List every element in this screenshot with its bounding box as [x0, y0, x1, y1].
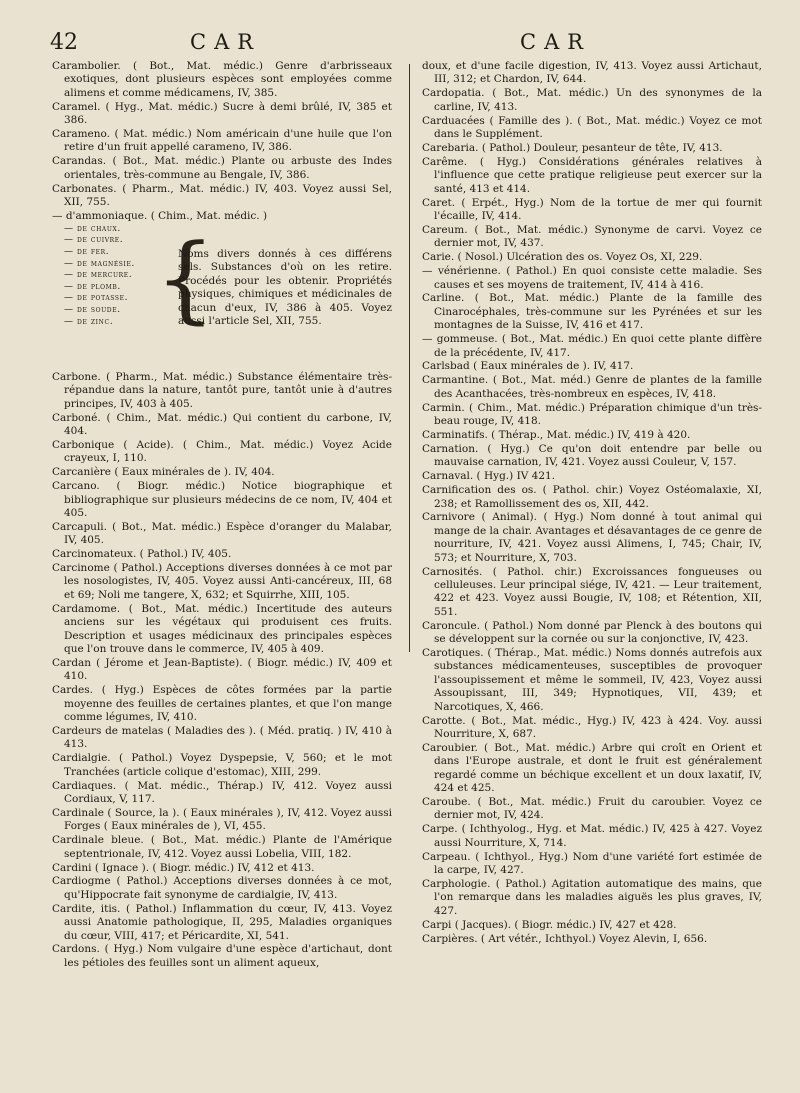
salt-group-item: — de potasse.	[64, 293, 129, 304]
dictionary-entry: — gommeuse. ( Bot., Mat. médic.) En quoi cette plante diffère de la précédente, IV, 417.	[422, 333, 762, 359]
dictionary-entry: Carcinomateux. ( Pathol.) IV, 405.	[52, 548, 232, 561]
dictionary-entry: Carboné. ( Chim., Mat. médic.) Qui contient du carbone, IV, 404.	[52, 411, 392, 437]
running-head-left: CAR	[190, 30, 262, 54]
dictionary-entry: Carambolier. ( Bot., Mat. médic.) Genre d'arbrisseaux exotiques, dont plusieurs espèces sont employées comme alimens et comme médicamens, IV, 385.	[52, 60, 392, 99]
dictionary-entry: Carandas. ( Bot., Mat. médic.) Plante ou arbuste des Indes orientales, très-commune au Bengale, IV, 386.	[52, 155, 392, 181]
dictionary-entry: Cardinale ( Source, la ). ( Eaux minérales ), IV, 412. Voyez aussi Forges ( Eaux minérales de ), VI, 455.	[52, 806, 392, 833]
salt-group-item: — de plomb.	[64, 281, 121, 292]
dictionary-entry: Carbone. ( Pharm., Mat. médic.) Substance élémentaire très-répandue dans la nature, tantôt pure, tantôt unie à d'autres principes, IV, 403 à 405.	[52, 370, 392, 410]
dictionary-entry: Carmin. ( Chim., Mat. médic.) Préparation chimique d'un très-beau rouge, IV, 418.	[422, 401, 762, 428]
dictionary-entry: Carnification des os. ( Pathol. chir.) Voyez Ostéomalaxie, XI, 238; et Ramollissement des os, XII, 442.	[422, 484, 762, 510]
dictionary-entry: Carcapuli. ( Bot., Mat. médic.) Espèce d'oranger du Malabar, IV, 405.	[52, 520, 392, 547]
dictionary-entry: Cardinale bleue. ( Bot., Mat. médic.) Plante de l'Amérique septentrionale, IV, 412. Voyez aussi Lobelia, VIII, 182.	[52, 834, 392, 860]
dictionary-entry: Carotiques. ( Thérap., Mat. médic.) Noms donnés autrefois aux substances médicamenteuses, susceptibles de provoquer l'assoupissement et même le sommeil, IV, 423, Voyez aussi Assoupissant, III, 349; Hypnotiques, VII, 439; et Narcotiques, X, 466.	[422, 646, 762, 713]
dictionary-entry: Carbonates. ( Pharm., Mat. médic.) IV, 403. Voyez aussi Sel, XII, 755.	[52, 182, 392, 209]
salt-group	[52, 224, 392, 370]
dictionary-entry: Carpières. ( Art vétér., Ichthyol.) Voyez Alevin, I, 656.	[422, 932, 708, 945]
dictionary-entry: Cardes. ( Hyg.) Espèces de côtes formées par la partie moyenne des feuilles de certaines plantes, et que l'on mange comme légumes, IV, 410.	[52, 684, 392, 724]
dictionary-entry: Carcano. ( Biogr. médic.) Notice biographique et bibliographique sur plusieurs médecins de ce nom, IV, 404 et 405.	[52, 480, 392, 519]
dictionary-entry: Carpeau. ( Ichthyol., Hyg.) Nom d'une variété fort estimée de la carpe, IV, 427.	[422, 850, 762, 876]
dictionary-entry: Caroube. ( Bot., Mat. médic.) Fruit du caroubier. Voyez ce dernier mot, IV, 424.	[422, 795, 762, 822]
group-first-entry: — d'ammoniaque. ( Chim., Mat. médic. )	[52, 209, 268, 222]
dictionary-entry: Cardamome. ( Bot., Mat. médic.) Incertitude des auteurs anciens sur les végétaux qui produisent ces fruits. Description et usages médicinaux des principales espèces que l'on trouve dans le commerce, IV, 405 à 409.	[52, 602, 392, 655]
dictionary-entry: Caroubier. ( Bot., Mat. médic.) Arbre qui croît en Orient et dans l'Europe australe, et dont le fruit est généralement regardé comme un béchique excellent et un doux laxatif, IV, 424 et 425.	[422, 741, 762, 795]
column-divider	[409, 64, 410, 652]
dictionary-entry: Carpe. ( Ichthyolog., Hyg. et Mat. médic.) IV, 425 à 427. Voyez aussi Nourriture, X, 714.	[422, 823, 762, 849]
right-column	[422, 60, 762, 946]
salt-group-text: Noms divers donnés à ces différens sels. Substances d'où on les retire. Procédés pour les obtenir. Propriétés physiques, chimiques et médicinales de chacun d'eux, IV, 386 à 405. Voyez aussi l'article Sel, XII, 755.	[178, 247, 392, 327]
page-number: 42	[50, 30, 78, 55]
salt-group-item: — de soude.	[64, 305, 121, 316]
dictionary-entry: Cardite, itis. ( Pathol.) Inflammation du cœur, IV, 413. Voyez aussi Anatomie pathologique, II, 295, Maladies organiques du cœur, VIII, 417; et Péricardite, XI, 541.	[52, 902, 392, 942]
salt-group-item: — de fer.	[64, 247, 110, 258]
dictionary-entry: Carnaval. ( Hyg.) IV 421.	[422, 470, 556, 483]
dictionary-entry: Cardialgie. ( Pathol.) Voyez Dyspepsie, V, 560; et le mot Tranchées (article colique d'estomac), XIII, 299.	[52, 752, 392, 778]
dictionary-entry: Cardiogme ( Pathol.) Acceptions diverses données à ce mot, qu'Hippocrate fait synonyme de cardialgie, IV, 413.	[52, 875, 392, 901]
dictionary-entry: Carême. ( Hyg.) Considérations générales relatives à l'influence que cette pratique religieuse peut exercer sur la santé, 413 et 414.	[422, 155, 762, 195]
dictionary-entry: Carpi ( Jacques). ( Biogr. médic.) IV, 427 et 428.	[422, 918, 677, 931]
salt-group-item: — de cuivre.	[64, 235, 124, 246]
salt-group-item: — de chaux.	[64, 223, 121, 234]
salt-group-items	[64, 224, 135, 328]
dictionary-entry: Carnivore ( Animal). ( Hyg.) Nom donné à tout animal qui mange de la chair. Avantages et désavantages de ce genre de nourriture, IV, 421. Voyez aussi Alimens, I, 745; Chair, IV, 573; et Nourriture, X, 703.	[422, 511, 762, 564]
dictionary-entry: Careum. ( Bot., Mat. médic.) Synonyme de carvi. Voyez ce dernier mot, IV, 437.	[422, 223, 762, 250]
running-head-right: CAR	[520, 30, 592, 54]
dictionary-entry: Caramel. ( Hyg., Mat. médic.) Sucre à demi brûlé, IV, 385 et 386.	[52, 100, 392, 127]
salt-group-item: — de mercure.	[64, 270, 133, 281]
dictionary-entry: Carbonique ( Acide). ( Chim., Mat. médic.) Voyez Acide crayeux, I, 110.	[52, 438, 392, 465]
page-header	[0, 30, 800, 60]
dictionary-entry: Carie. ( Nosol.) Ulcération des os. Voyez Os, XI, 229.	[422, 251, 703, 264]
dictionary-entry: Cardini ( Ignace ). ( Biogr. médic.) IV, 412 et 413.	[52, 861, 315, 874]
dictionary-entry: Cardeurs de matelas ( Maladies des ). ( Méd. pratiq. ) IV, 410 à 413.	[52, 724, 392, 751]
dictionary-entry: doux, et d'une facile digestion, IV, 413. Voyez aussi Artichaut, III, 312; et Chardon, IV, 644.	[422, 60, 762, 86]
dictionary-entry: Caroncule. ( Pathol.) Nom donné par Plenck à des boutons qui se développent sur la cornée ou sur la conjonctive, IV, 423.	[422, 619, 762, 646]
salt-group-item: — de magnésie.	[64, 258, 135, 269]
dictionary-entry: Carcinome ( Pathol.) Acceptions diverses données à ce mot par les nosologistes, IV, 405. Voyez aussi Anti-cancéreux, III, 68 et 69; Noli me tangere, X, 632; et Squirrhe, XIII, 105.	[52, 562, 392, 601]
dictionary-entry: Carotte. ( Bot., Mat. médic., Hyg.) IV, 423 à 424. Voy. aussi Nourriture, X, 687.	[422, 714, 762, 740]
dictionary-entry: Carminatifs. ( Thérap., Mat. médic.) IV, 419 à 420.	[422, 428, 691, 441]
dictionary-entry: Carphologie. ( Pathol.) Agitation automatique des mains, que l'on remarque dans les maladies aiguës les plus graves, IV, 427.	[422, 877, 762, 917]
dictionary-entry: Carnation. ( Hyg.) Ce qu'on doit entendre par belle ou mauvaise carnation, IV, 421. Voyez aussi Couleur, V, 157.	[422, 442, 762, 469]
dictionary-entry: — vénérienne. ( Pathol.) En quoi consiste cette maladie. Ses causes et ses moyens de traitement, IV, 414 à 416.	[422, 265, 762, 291]
salt-group-item: — de zinc.	[64, 316, 114, 327]
dictionary-entry: Carebaria. ( Pathol.) Douleur, pesanteur de tête, IV, 413.	[422, 141, 723, 154]
dictionary-entry: Carduacées ( Famille des ). ( Bot., Mat. médic.) Voyez ce mot dans le Supplément.	[422, 114, 762, 141]
brace-icon: {	[155, 223, 216, 334]
dictionary-entry: Cardons. ( Hyg.) Nom vulgaire d'une espèce d'artichaut, dont les pétioles des feuilles sont un aliment aqueux,	[52, 943, 392, 969]
dictionary-entry: Caret. ( Erpét., Hyg.) Nom de la tortue de mer qui fournit l'écaille, IV, 414.	[422, 196, 762, 222]
dictionary-entry: Carnosités. ( Pathol. chir.) Excroissances fongueuses ou celluleuses. Leur principal siége, IV, 421. — Leur traitement, 422 et 423. Voyez aussi Bougie, IV, 108; et Rétention, XII, 551.	[422, 565, 762, 618]
left-column	[52, 60, 392, 971]
dictionary-entry: Carameno. ( Mat. médic.) Nom américain d'une huile que l'on retire d'un fruit appellé carameno, IV, 386.	[52, 128, 392, 154]
dictionary-entry: Cardiaques. ( Mat. médic., Thérap.) IV, 412. Voyez aussi Cordiaux, V, 117.	[52, 779, 392, 805]
dictionary-entry: Carmantine. ( Bot., Mat. méd.) Genre de plantes de la famille des Acanthacées, très-nombreux en espèces, IV, 418.	[422, 374, 762, 400]
dictionary-entry: Carline. ( Bot., Mat. médic.) Plante de la famille des Cinarocéphales, très-commune sur les Pyrénées et sur les montagnes de la Suisse, IV, 416 et 417.	[422, 292, 762, 332]
dictionary-entry: Cardopatia. ( Bot., Mat. médic.) Un des synonymes de la carline, IV, 413.	[422, 87, 762, 113]
dictionary-entry: Carlsbad ( Eaux minérales de ). IV, 417.	[422, 360, 634, 373]
dictionary-entry: Carcanière ( Eaux minérales de ). IV, 404.	[52, 466, 275, 479]
dictionary-entry: Cardan ( Jérome et Jean-Baptiste). ( Biogr. médic.) IV, 409 et 410.	[52, 656, 392, 683]
